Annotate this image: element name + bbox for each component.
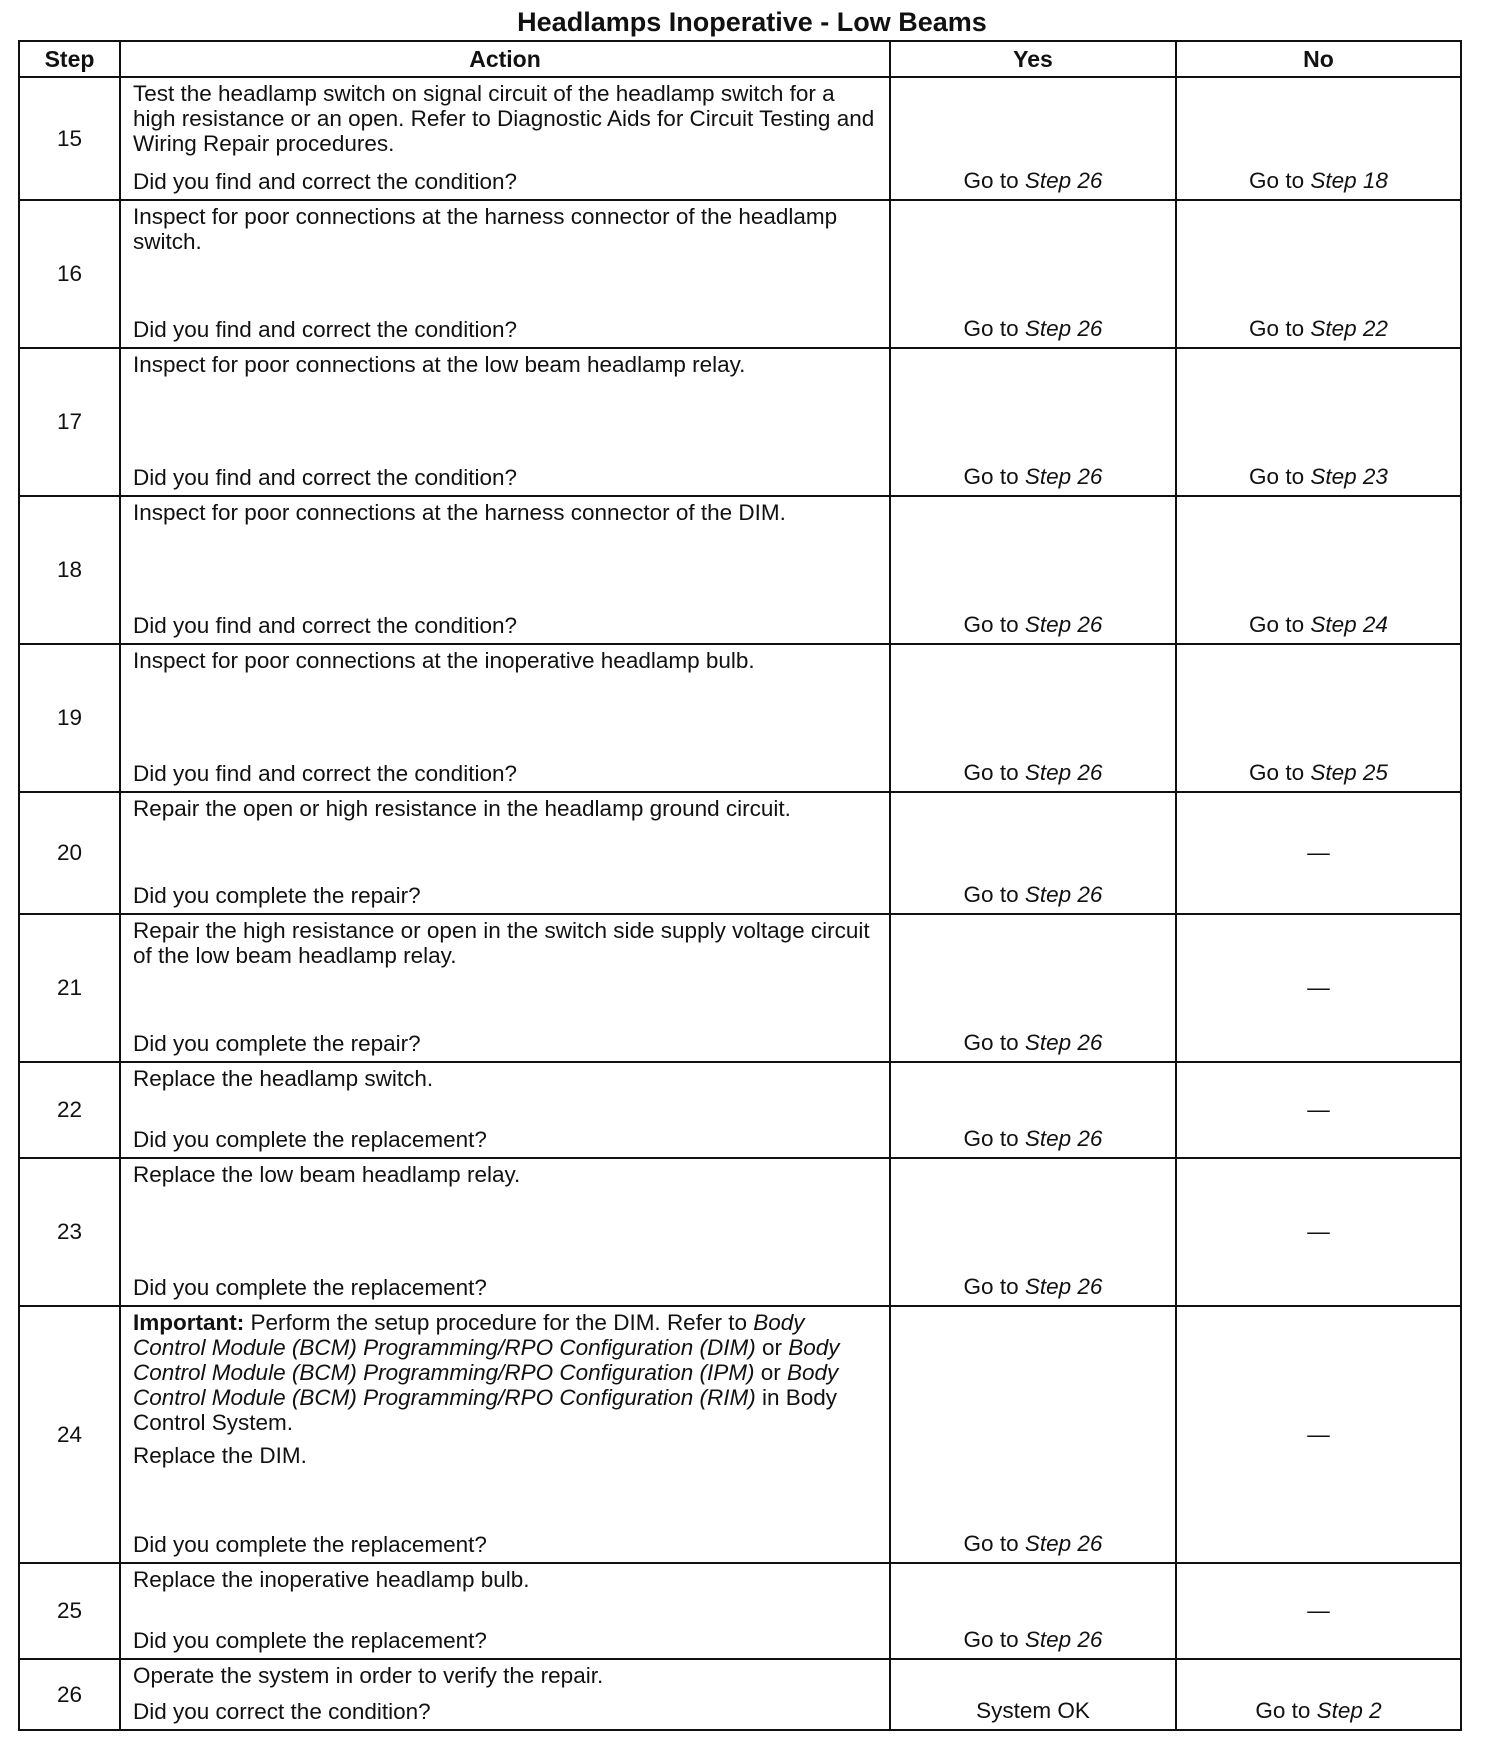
action-question: Did you complete the repair? — [133, 883, 421, 908]
step-number: 22 — [19, 1062, 120, 1158]
action-question: Did you correct the condition? — [133, 1699, 431, 1724]
step-word: Step — [1024, 1030, 1072, 1055]
action-cell — [120, 792, 890, 914]
step-word: Step — [1024, 464, 1072, 489]
step-target: 25 — [1362, 760, 1388, 785]
goto-text: Go to — [1249, 464, 1305, 489]
reference-link[interactable]: Body Control Module (BCM) Programming/RPO Configuration (IPM) — [133, 1335, 840, 1385]
goto-text: Go to — [1249, 316, 1305, 341]
no-cell — [1176, 200, 1461, 348]
step-word: Step — [1310, 316, 1357, 341]
step-word: Step — [1310, 168, 1357, 193]
action-cell — [120, 1563, 890, 1659]
reference-link[interactable]: Body Control Module (BCM) Programming/RPO Configuration (RIM) — [133, 1360, 839, 1410]
goto-text: Go to — [1249, 760, 1305, 785]
goto-text: Go to — [963, 1126, 1019, 1151]
table-row — [19, 496, 1461, 644]
step-target: 26 — [1077, 1126, 1103, 1151]
step-word: Step — [1024, 1531, 1072, 1556]
action-question: Did you complete the replacement? — [133, 1532, 487, 1557]
step-number: 20 — [19, 792, 120, 914]
diagnostic-table — [18, 40, 1462, 1731]
table-row — [19, 1659, 1461, 1730]
reference-link[interactable]: Body Control Module (BCM) Programming/RPO Configuration (DIM) — [133, 1310, 805, 1360]
header-step: Step — [19, 41, 120, 77]
action-question: Did you complete the replacement? — [133, 1275, 487, 1300]
tail-text: in Body Control System. — [133, 1385, 837, 1435]
connector-text: or — [755, 1335, 789, 1360]
table-row — [19, 77, 1461, 200]
step-number: 25 — [19, 1563, 120, 1659]
important-text: Perform the setup procedure for the DIM. Refer to — [244, 1310, 754, 1335]
yes-cell — [890, 1158, 1176, 1306]
step-word: Step — [1310, 464, 1357, 489]
goto-text: Go to — [963, 1531, 1019, 1556]
table-row — [19, 644, 1461, 792]
step-target: 26 — [1077, 1030, 1103, 1055]
action-text: Repair the open or high resistance in the headlamp ground circuit. — [133, 796, 791, 821]
table-row — [19, 1062, 1461, 1158]
step-link[interactable] — [1025, 612, 1103, 637]
step-number: 15 — [19, 77, 120, 200]
goto-text: Go to — [963, 1030, 1019, 1055]
step-number: 18 — [19, 496, 120, 644]
goto-text: Go to — [963, 612, 1019, 637]
step-link[interactable] — [1310, 316, 1388, 341]
step-target: 24 — [1362, 612, 1388, 637]
action-text — [133, 1310, 881, 1468]
step-target: 22 — [1362, 316, 1388, 341]
step-link[interactable] — [1310, 760, 1388, 785]
goto-text: Go to — [963, 168, 1019, 193]
action-cell — [120, 1062, 890, 1158]
step-word: Step — [1024, 316, 1072, 341]
step-number: 19 — [19, 644, 120, 792]
action-cell — [120, 1659, 890, 1730]
action-question: Did you complete the replacement? — [133, 1628, 487, 1653]
no-cell — [1176, 1306, 1461, 1563]
no-cell — [1176, 792, 1461, 914]
no-cell — [1176, 77, 1461, 200]
action-extra: Replace the DIM. — [133, 1443, 307, 1468]
step-word: Step — [1024, 1126, 1072, 1151]
step-link[interactable] — [1025, 464, 1103, 489]
no-dash: — — [1307, 975, 1330, 1000]
step-word: Step — [1024, 760, 1072, 785]
table-row — [19, 1563, 1461, 1659]
action-cell — [120, 914, 890, 1062]
action-cell — [120, 644, 890, 792]
step-word: Step — [1024, 1274, 1072, 1299]
step-number: 21 — [19, 914, 120, 1062]
action-question: Did you find and correct the condition? — [133, 317, 517, 342]
no-dash: — — [1307, 1598, 1330, 1623]
step-link[interactable] — [1025, 316, 1103, 341]
step-target: 26 — [1077, 760, 1103, 785]
step-target: 26 — [1077, 168, 1103, 193]
step-word: Step — [1024, 612, 1072, 637]
action-text: Replace the inoperative headlamp bulb. — [133, 1567, 530, 1592]
yes-cell — [890, 1563, 1176, 1659]
step-link[interactable] — [1317, 1698, 1382, 1723]
step-number: 26 — [19, 1659, 120, 1730]
table-row — [19, 1158, 1461, 1306]
document-title: Headlamps Inoperative - Low Beams — [517, 7, 987, 37]
action-text: Test the headlamp switch on signal circuit of the headlamp switch for a high resistance or an open. Refer to Diagnostic Aids for Circuit Testing and Wiring Repair procedures. — [133, 81, 875, 156]
goto-text: Go to — [963, 760, 1019, 785]
header-yes: Yes — [890, 41, 1176, 77]
yes-cell — [890, 200, 1176, 348]
yes-cell — [890, 496, 1176, 644]
action-text: Inspect for poor connections at the low beam headlamp relay. — [133, 352, 746, 377]
goto-text: Go to — [963, 316, 1019, 341]
step-link[interactable] — [1025, 1030, 1103, 1055]
action-text: Inspect for poor connections at the harness connector of the DIM. — [133, 500, 786, 525]
action-cell — [120, 1158, 890, 1306]
no-cell — [1176, 1158, 1461, 1306]
goto-text: Go to — [963, 464, 1019, 489]
yes-cell — [890, 1306, 1176, 1563]
no-dash: — — [1307, 1097, 1330, 1122]
table-row — [19, 200, 1461, 348]
yes-cell — [890, 644, 1176, 792]
yes-result: System OK — [976, 1698, 1090, 1723]
goto-text: Go to — [1255, 1698, 1311, 1723]
goto-text: Go to — [1249, 612, 1305, 637]
no-dash: — — [1307, 1219, 1330, 1244]
action-question: Did you complete the replacement? — [133, 1127, 487, 1152]
action-question: Did you find and correct the condition? — [133, 613, 517, 638]
no-cell — [1176, 496, 1461, 644]
step-link[interactable] — [1025, 1531, 1103, 1556]
yes-cell — [890, 792, 1176, 914]
step-link[interactable] — [1025, 168, 1103, 193]
step-link[interactable] — [1025, 1126, 1103, 1151]
action-question: Did you find and correct the condition? — [133, 761, 517, 786]
step-word: Step — [1316, 1698, 1363, 1723]
step-word: Step — [1310, 612, 1357, 637]
step-target: 26 — [1077, 612, 1103, 637]
no-cell — [1176, 1563, 1461, 1659]
step-link[interactable] — [1310, 612, 1388, 637]
no-cell — [1176, 1659, 1461, 1730]
step-target: 26 — [1077, 1627, 1103, 1652]
no-cell — [1176, 348, 1461, 496]
header-row — [19, 41, 1461, 77]
step-target: 26 — [1077, 1274, 1103, 1299]
step-link[interactable] — [1310, 464, 1388, 489]
connector-text: or — [754, 1360, 787, 1385]
goto-text: Go to — [963, 882, 1019, 907]
yes-cell — [890, 348, 1176, 496]
no-cell — [1176, 1062, 1461, 1158]
step-link[interactable] — [1025, 882, 1103, 907]
table-row — [19, 792, 1461, 914]
step-target: 2 — [1369, 1698, 1382, 1723]
step-word: Step — [1024, 168, 1072, 193]
step-number: 17 — [19, 348, 120, 496]
action-question: Did you complete the repair? — [133, 1031, 421, 1056]
step-word: Step — [1024, 1627, 1072, 1652]
action-text: Inspect for poor connections at the inoperative headlamp bulb. — [133, 648, 755, 673]
step-target: 18 — [1362, 168, 1388, 193]
no-cell — [1176, 644, 1461, 792]
step-link[interactable] — [1310, 168, 1388, 193]
step-target: 26 — [1077, 1531, 1103, 1556]
action-text: Inspect for poor connections at the harness connector of the headlamp switch. — [133, 204, 838, 254]
header-action: Action — [120, 41, 890, 77]
step-target: 26 — [1077, 882, 1103, 907]
step-target: 23 — [1362, 464, 1388, 489]
table-row — [19, 348, 1461, 496]
action-cell — [120, 77, 890, 200]
step-number: 24 — [19, 1306, 120, 1563]
step-link[interactable] — [1025, 1274, 1103, 1299]
step-word: Step — [1310, 760, 1357, 785]
no-dash: — — [1307, 840, 1330, 865]
action-cell — [120, 1306, 890, 1563]
yes-cell — [890, 914, 1176, 1062]
yes-cell — [890, 1659, 1176, 1730]
table-row — [19, 914, 1461, 1062]
action-cell — [120, 200, 890, 348]
step-link[interactable] — [1025, 1627, 1103, 1652]
step-target: 26 — [1077, 464, 1103, 489]
step-number: 23 — [19, 1158, 120, 1306]
goto-text: Go to — [963, 1274, 1019, 1299]
no-dash: — — [1307, 1421, 1330, 1447]
step-number: 16 — [19, 200, 120, 348]
table-row — [19, 1306, 1461, 1563]
goto-text: Go to — [1249, 168, 1305, 193]
important-label: Important: — [133, 1310, 245, 1335]
action-question: Did you find and correct the condition? — [133, 465, 517, 490]
action-question: Did you find and correct the condition? — [133, 169, 517, 194]
action-cell — [120, 348, 890, 496]
step-link[interactable] — [1025, 760, 1103, 785]
step-word: Step — [1024, 882, 1072, 907]
action-text: Operate the system in order to verify the repair. — [133, 1663, 604, 1688]
step-target: 26 — [1077, 316, 1103, 341]
header-no: No — [1176, 41, 1461, 77]
goto-text: Go to — [963, 1627, 1019, 1652]
yes-cell — [890, 77, 1176, 200]
action-text: Repair the high resistance or open in the switch side supply voltage circuit of the low beam headlamp relay. — [133, 918, 870, 968]
yes-cell — [890, 1062, 1176, 1158]
action-cell — [120, 496, 890, 644]
no-cell — [1176, 914, 1461, 1062]
action-text: Replace the low beam headlamp relay. — [133, 1162, 521, 1187]
action-text: Replace the headlamp switch. — [133, 1066, 434, 1091]
